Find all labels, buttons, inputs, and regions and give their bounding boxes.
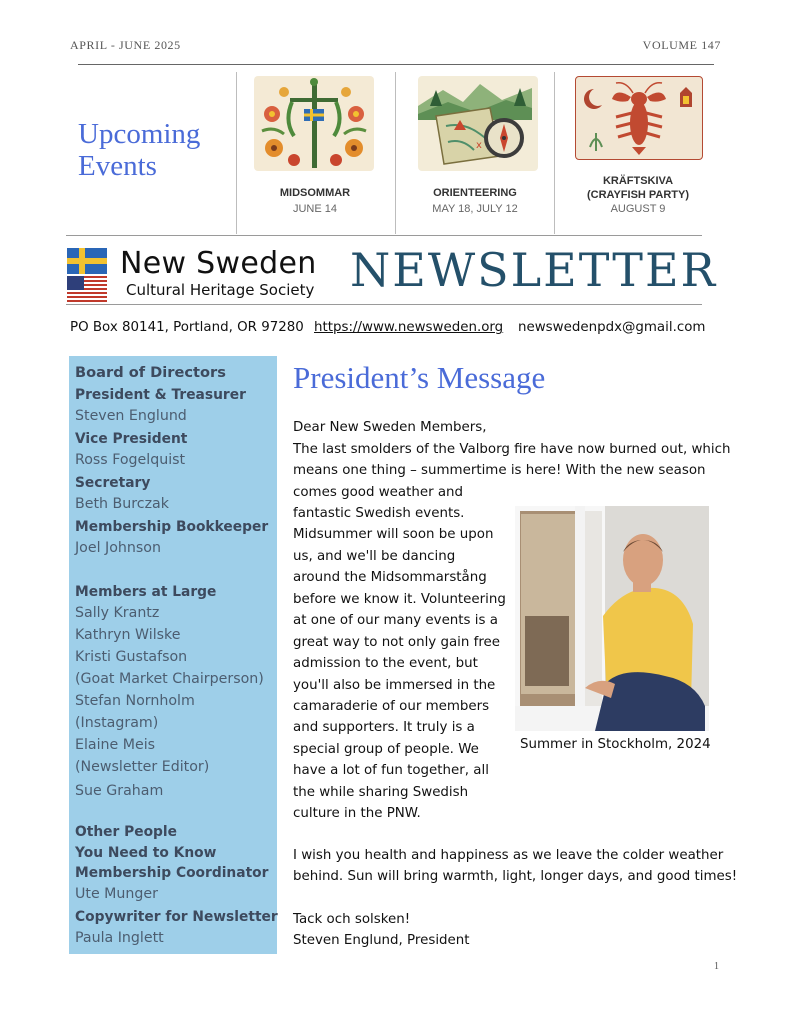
person-name: Ute Munger [75,886,158,902]
newsletter-title: NEWSLETTER [350,243,718,297]
member-name: Sue Graham [75,783,164,799]
top-divider [78,64,714,65]
events-divider [236,72,237,234]
message-line: around the Midsommarstång [293,570,487,585]
role-label: Membership Coordinator [75,865,269,881]
member-name: Stefan Nornholm [75,693,195,709]
events-divider [554,72,555,234]
message-line: special group of people. We [293,742,479,757]
member-name: Sally Krantz [75,605,160,621]
event-date: AUGUST 9 [610,203,666,215]
swedish-flag-icon [67,248,107,274]
members-heading: Members at Large [75,584,217,600]
signature: Steven Englund, President [293,933,470,948]
message-line: Midsummer will soon be upon [293,527,494,542]
presidents-message-title: President’s Message [293,360,546,395]
page-number: 1 [714,961,719,972]
crayfish-illustration [575,76,703,160]
message-line: you'll also be immersed in the [293,678,496,693]
event-name: ORIENTEERING [433,187,517,199]
message-line: have a lot of fun together, all [293,763,489,778]
event-name-subtitle: (CRAYFISH PARTY) [586,189,690,201]
role-label: Membership Bookkeeper [75,519,269,535]
event-name: KRÄFTSKIVA [602,175,674,187]
org-name: New Sweden [120,246,317,281]
masthead-divider [66,304,702,305]
person-name: Ross Fogelquist [75,452,186,468]
message-line: I wish you health and happiness as we leave the colder weather [293,848,724,863]
role-label: Secretary [75,475,151,491]
upcoming-events-heading: Upcoming Events [78,118,201,182]
event-kraftskiva [563,72,713,232]
map-compass-illustration [418,76,538,171]
svg-text:x: x [476,140,482,151]
us-flag-icon [67,276,107,302]
photo-caption: Summer in Stockholm, 2024 [520,737,711,752]
message-line: The last smolders of the Valborg fire have now burned out, which [293,442,731,457]
message-line: and supporters. It truly is a [293,720,475,735]
role-label: Copywriter for Newsletter [75,909,278,925]
role-label: President & Treasurer [75,387,246,403]
event-name: MIDSOMMAR [279,187,351,199]
other-people-heading: Other People [75,824,178,840]
person-name: Beth Burczak [75,496,169,512]
member-name: Elaine Meis [75,737,156,753]
event-date: MAY 18, JULY 12 [432,203,518,215]
member-name: Kristi Gustafson [75,649,188,665]
website-link[interactable]: https://www.newsweden.org [314,320,504,335]
message-line: behind. Sun will bring warmth, light, longer days, and good times! [293,869,738,884]
maypole-illustration [254,76,374,171]
message-line: us, and we'll be dancing [293,549,456,564]
message-line: culture in the PNW. [293,806,421,821]
message-line: means one thing – summertime is here! With the new season [293,463,706,478]
member-name: Kathryn Wilske [75,627,181,643]
closing: Tack och solsken! [293,912,411,927]
person-name: Paula Inglett [75,930,164,946]
member-note: (Instagram) [75,715,159,731]
role-label: Vice President [75,431,188,447]
other-people-heading: You Need to Know [75,845,217,861]
issue-volume: VOLUME 147 [642,38,721,52]
mailing-address: PO Box 80141, Portland, OR 97280 [70,320,304,335]
message-line: the while sharing Swedish [293,785,469,800]
person-name: Steven Englund [75,408,187,424]
org-subtitle: Cultural Heritage Society [126,281,315,299]
message-line: before we know it. Volunteering [293,592,506,607]
person-name: Joel Johnson [75,540,161,556]
president-photo [515,506,709,731]
member-note: (Goat Market Chairperson) [75,671,264,687]
events-bottom-divider [66,235,702,236]
events-divider [395,72,396,234]
event-midsommar [240,72,390,232]
message-line: fantastic Swedish events. [293,506,465,521]
event-date: JUNE 14 [292,203,338,215]
event-orienteering [400,72,550,232]
issue-date-range: APRIL - JUNE 2025 [70,38,181,52]
board-heading: Board of Directors [75,364,226,381]
message-line: at one of our many events is a [293,613,498,628]
message-line: great way to not only gain free [293,635,501,650]
board-sidebar [69,356,277,954]
member-note: (Newsletter Editor) [75,759,210,775]
message-line: camaraderie of our members [293,699,490,714]
greeting: Dear New Sweden Members, [293,420,487,435]
email-address[interactable]: newswedenpdx@gmail.com [518,320,706,335]
message-line: admission to the event, but [293,656,478,671]
message-line: comes good weather and [293,485,464,500]
